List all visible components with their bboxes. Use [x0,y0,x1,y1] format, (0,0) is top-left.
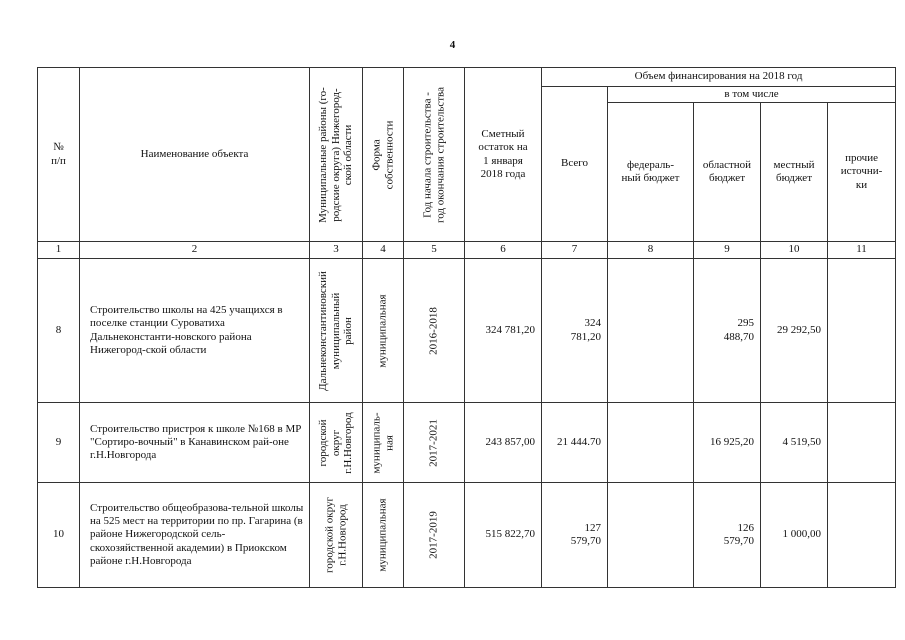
financing-table [37,67,896,588]
other-cell [828,483,896,588]
object-name: Строительство пристроя к школе №168 в МР "Сортиро-вочный" в Канавинском рай-оне г.Н.Новгорода [80,403,310,483]
header-local: местный бюджет [761,103,828,242]
local-cell: 4 519,50 [761,403,828,483]
header-balance: Сметный остаток на 1 января 2018 года [465,68,542,242]
ownership-cell: муниципальная [363,483,404,588]
total-cell: 324 781,20 [542,259,608,403]
column-number: 5 [404,242,465,259]
regional-cell: 295 488,70 [694,259,761,403]
table-row [38,403,896,483]
header-years: Год начала строительства - год окончания строительства [404,68,465,242]
column-number: 10 [761,242,828,259]
column-number: 8 [608,242,694,259]
header-including: в том числе [608,87,896,103]
header-financing: Объем финансирования на 2018 год [542,68,896,87]
column-number: 6 [465,242,542,259]
years-cell: 2017-2021 [404,403,465,483]
header-other: прочие источни- ки [828,103,896,242]
header-ownership: Форма собственности [363,68,404,242]
column-number: 1 [38,242,80,259]
header-num: № п/п [38,68,80,242]
years-cell: 2017-2019 [404,483,465,588]
column-number: 4 [363,242,404,259]
header-total: Всего [542,87,608,242]
column-number-row [38,242,896,259]
header-regional: областной бюджет [694,103,761,242]
federal-cell [608,403,694,483]
page-number: 4 [449,39,456,51]
other-cell [828,259,896,403]
balance-cell: 243 857,00 [465,403,542,483]
total-cell: 21 444.70 [542,403,608,483]
federal-cell [608,259,694,403]
table-row [38,483,896,588]
other-cell [828,403,896,483]
years-cell: 2016-2018 [404,259,465,403]
total-cell: 127 579,70 [542,483,608,588]
federal-cell [608,483,694,588]
ownership-cell: муниципаль- ная [363,403,404,483]
header-district: Муниципальные районы (го- родские округа) Нижегород- ской области [310,68,363,242]
object-name: Строительство общеобразова-тельной школы на 525 мест на территории по пр. Гагарина (в районе Нижегородской сель-скохозяйственной академии) в Приокском районе г.Н.Новгорода [80,483,310,588]
header-object-name: Наименование объекта [80,68,310,242]
row-number: 10 [38,483,80,588]
ownership-cell: муниципальная [363,259,404,403]
column-number: 2 [80,242,310,259]
object-name: Строительство школы на 425 учащихся в поселке станции Суроватиха Дальнеконстанти-новского района Нижегород-ской области [80,259,310,403]
column-number: 9 [694,242,761,259]
column-number: 3 [310,242,363,259]
column-number: 11 [828,242,896,259]
local-cell: 1 000,00 [761,483,828,588]
district-cell: городской округ г.Н.Новгород [310,483,363,588]
header-federal: федераль- ный бюджет [608,103,694,242]
row-number: 8 [38,259,80,403]
district-cell: Дальнеконстантиновский муниципальный район [310,259,363,403]
table-row [38,259,896,403]
regional-cell: 126 579,70 [694,483,761,588]
district-cell: городской округ г.Н.Новгород [310,403,363,483]
regional-cell: 16 925,20 [694,403,761,483]
balance-cell: 515 822,70 [465,483,542,588]
row-number: 9 [38,403,80,483]
local-cell: 29 292,50 [761,259,828,403]
balance-cell: 324 781,20 [465,259,542,403]
column-number: 7 [542,242,608,259]
